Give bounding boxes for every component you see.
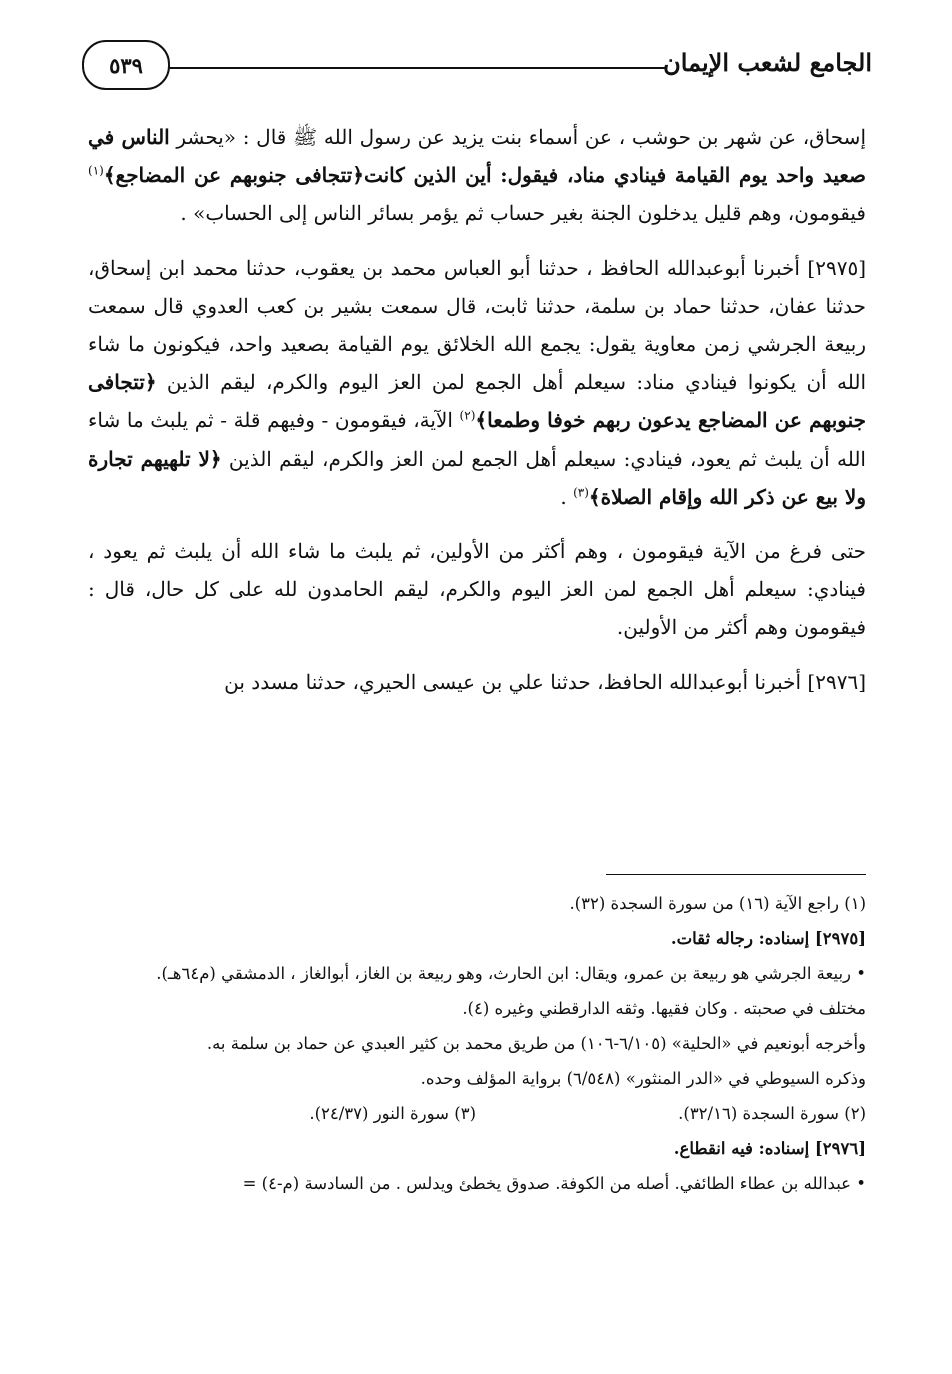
paragraph-2975 [88, 249, 866, 516]
note-abdullah: • عبدالله بن عطاء الطائفي. أصله من الكوفة. صدوق يخطئ ويدلس . من السادسة (م-٤) = [242, 1174, 866, 1193]
quran-quote: ﴿تتجافى جنوبهم عن المضاجع﴾ [103, 163, 364, 188]
paragraph-2976: [٢٩٧٦] أخبرنا أبوعبدالله الحافظ، حدثنا علي بن عيسى الحيري، حدثنا مسدد بن [224, 669, 866, 694]
main-text [88, 118, 866, 717]
page-number: ٥٣٩ [82, 40, 170, 90]
page-header [82, 40, 872, 104]
paragraph-1 [88, 118, 866, 233]
note-akhraja: وأخرجه أبونعيم في «الحلية» (٦/١٠٥-١٠٦) من طريق محمد بن كثير العبدي عن حماد بن سلمة به. [206, 1034, 866, 1053]
footnote-ref: (١) [88, 163, 104, 178]
note-dhakara: وذكره السيوطي في «الدر المنثور» (٦/٥٤٨) برواية المؤلف وحده. [420, 1069, 866, 1088]
note-rabia: • ربيعة الجرشي هو ربيعة بن عمرو، ويقال: ابن الحارث، وهو ربيعة بن الغاز، أبوالغاز ، الدمشقي (م٦٤هـ). [156, 964, 866, 983]
paragraph-3: حتى فرغ من الآية فيقومون ، وهم أكثر من الأولين، ثم يلبث ما شاء الله أن يلبث ثم يعود ، فينادي: سيعلم أهل الجمع لمن العز اليوم والكرم، ليقم الحامدون لله على كل حال، قال : فيقومون وهم أكثر من الأولين. [88, 539, 866, 640]
quran-quote: ﴿تتجافى جنوبهم عن المضاجع يدعون ربهم خوفا وطمعا﴾ [88, 370, 867, 433]
note-ikhtalaf: مختلف في صحبته . وكان فقيها. وثقه الدارقطني وغيره (٤). [462, 999, 866, 1018]
footnote-divider [606, 874, 866, 875]
bold-text: الناس في صعيد واحد يوم القيامة فينادي مناد، فيقول: أين الذين كانت [88, 125, 866, 188]
footnotes [88, 888, 866, 1203]
isnad-heading-2976: [٢٩٧٦] إسناده: فيه انقطاع. [673, 1139, 866, 1158]
header-rule [162, 67, 667, 69]
text: فيقومون، وهم قليل يدخلون الجنة بغير حساب ثم يؤمر بسائر الناس إلى الحساب» . [180, 201, 866, 226]
text: الآية، فيقومون - وفيهم قلة - ثم يلبث ما شاء الله أن يلبث ثم يعود، فينادي: سيعلم أهل الجمع لمن العز والكرم، ليقم الذين [88, 408, 866, 471]
footnote-ref: (٣) [573, 485, 589, 500]
footnote-2: (٢) سورة السجدة (٣٢/١٦). [678, 1104, 866, 1123]
text: . [560, 484, 574, 509]
footnote-1: (١) راجع الآية (١٦) من سورة السجدة (٣٢). [569, 894, 866, 913]
footnote-3: (٣) سورة النور (٢٤/٣٧). [309, 1104, 476, 1123]
quran-quote: ﴿لا تلهيهم تجارة ولا بيع عن ذكر الله وإقام الصلاة﴾ [88, 446, 866, 509]
footnote-ref: (٢) [459, 408, 476, 423]
text: إسحاق، عن شهر بن حوشب ، عن أسماء بنت يزيد عن رسول الله ﷺ قال : «يحشر [169, 125, 866, 149]
running-title: الجامع لشعب الإيمان [663, 48, 872, 77]
isnad-heading-2975: [٢٩٧٥] إسناده: رجاله ثقات. [670, 929, 866, 948]
footnotes-2-3 [88, 1098, 866, 1129]
text: [٢٩٧٥] أخبرنا أبوعبدالله الحافظ ، حدثنا أبو العباس محمد بن يعقوب، حدثنا محمد ابن إسحاق، حدثنا عفان، حدثنا حماد بن سلمة، حدثنا ثابت، قال سمعت بشير بن كعب العدوي قال سمعت ربيعة الجرشي زمن معاوية يقول: يجمع الله الخلائق يوم القيامة بصعيد واحد، فيكونون ما شاء الله أن يكونوا فينادي مناد: سيعلم أهل الجمع لمن العز اليوم والكرم، ليقم الذين [88, 255, 866, 395]
